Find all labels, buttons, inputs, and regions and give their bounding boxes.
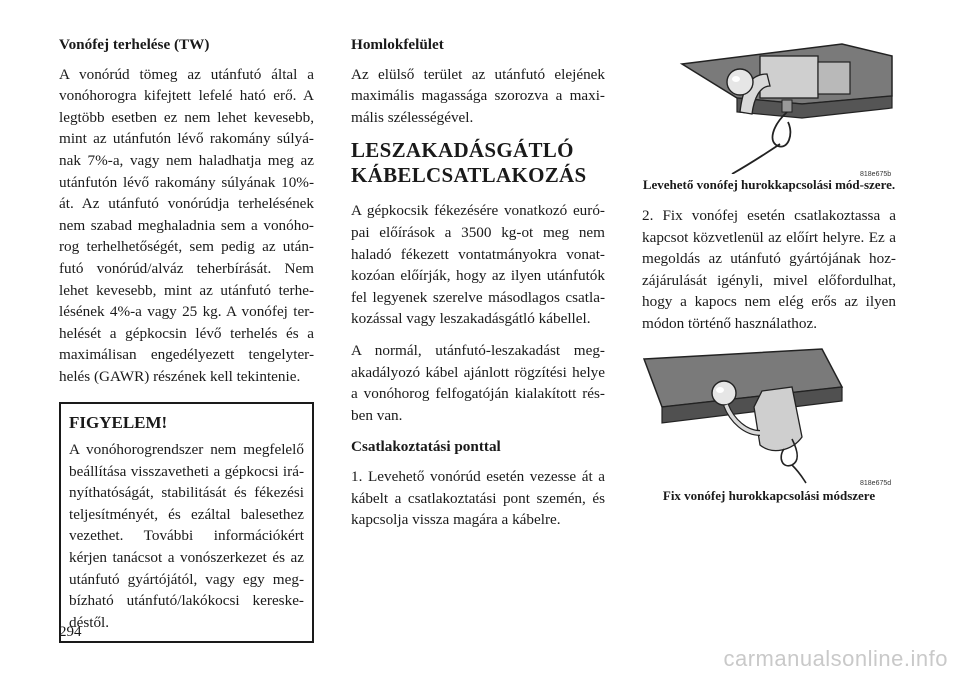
warning-box — [59, 402, 314, 644]
figure2-caption: Fix vonófej hurokkapcsolási módszere — [662, 487, 876, 503]
warning-text: A vonóhorogrendszer nem megfelelő beállítása visszavetheti a gépkocsi irá-nyíthatóságát, stabilitását és fékezési teljesítményét, és ezáltal balesethez vezethet. További információkért kérjen tanácsot a vonószerkezet és az utánfutó gyártójától, vagy egy meg-bízható utánfutó/lakókocsi kereske-déstől. — [69, 441, 304, 631]
removable-hitch-illustration — [642, 34, 896, 174]
right-column — [642, 34, 896, 516]
frontal-area-heading: Homlokfelület — [351, 36, 444, 53]
recommended-location-paragraph: A normál, utánfutó-leszakadást meg-akadályozó kábel ajánlott rögzítési helye a vonóhorog felfogatóján kialakított rés-ben van. — [351, 341, 605, 424]
left-column — [59, 34, 314, 643]
page-number: 294 — [59, 624, 82, 640]
step-two-paragraph: 2. Fix vonófej esetén csatlakoztassa a kapcsot közvetlenül az előírt helyre. Ez a megoldás az utánfutó gyártójának hoz-zájárulását igényli, mivel előfordulhat, hogy a kapocs nem elég erős az ilyen módon történő használathoz. — [642, 207, 896, 332]
removable-hitch-figure — [642, 34, 896, 178]
fixed-hitch-figure — [642, 347, 896, 485]
breakaway-cable-heading — [351, 138, 605, 188]
frontal-area-paragraph: Az elülső terület az utánfutó elejének maximális magassága szorozva a maxi-mális szélességével. — [351, 65, 605, 126]
figure1-caption: Levehető vonófej hurokkapcsolási mód-szere. — [642, 177, 896, 192]
eu-regulation-paragraph: A gépkocsik fékezésére vonatkozó euró-pai előírások a 3500 kg-ot meg nem haladó fékezett vontatmányokra vonat-kozóan előírják, hogy az ilyen utánfutók fel legyenek szerelve másodlagos csatla-kozással vagy leszakadásgátló kábellel. — [351, 202, 605, 328]
tongue-weight-heading: Vonófej terhelése (TW) — [59, 36, 210, 53]
watermark: carmanualsonline.info — [723, 646, 948, 671]
figure1-code: 818e675b — [860, 171, 892, 178]
breakaway-cable-heading-line1: LESZAKADÁSGÁTLÓ — [351, 138, 574, 163]
tongue-weight-paragraph: A vonórúd tömeg az utánfutó által a vonóhorogra kifejtett lefelé ható erő. A legtöbb esetben ez nem lehet kevesebb, mint az utánfutón lévő rakomány súlyá-nak 7%-a, vagy nem haladhatja meg az utánfutón lévő rakomány súlyának 10%-át. Az utánfutó vonórúdja terhelésének nem szabad meghaladnia sem a vonóho-rog terhelhetőségét, sem pedig az után-futó vonórúd/alváz teherbírását. Nem lehet kevesebb, mint az utánfutó terhe-lésének 4%-a vagy 25 kg. A vonófej ter-helését a gépkocsin lévő terhelés és a maximálisan engedélyezett tengelyter-helés (GAWR) részének kell tekintenie. — [59, 65, 314, 385]
attachment-point-subheading: Csatlakoztatási ponttal — [351, 438, 501, 456]
breakaway-cable-heading-line2: KÁBELCSATLAKOZÁS — [351, 163, 587, 188]
figure2-code: 818e675d — [860, 479, 892, 487]
middle-column — [351, 34, 605, 541]
step-one-paragraph: 1. Levehető vonórúd esetén vezesse át a kábelt a csatlakoztatási pont szemén, és kapcsolja vissza magára a kábelre. — [351, 467, 605, 529]
fixed-hitch-illustration — [642, 347, 896, 485]
warning-title: FIGYELEM! — [69, 412, 168, 432]
